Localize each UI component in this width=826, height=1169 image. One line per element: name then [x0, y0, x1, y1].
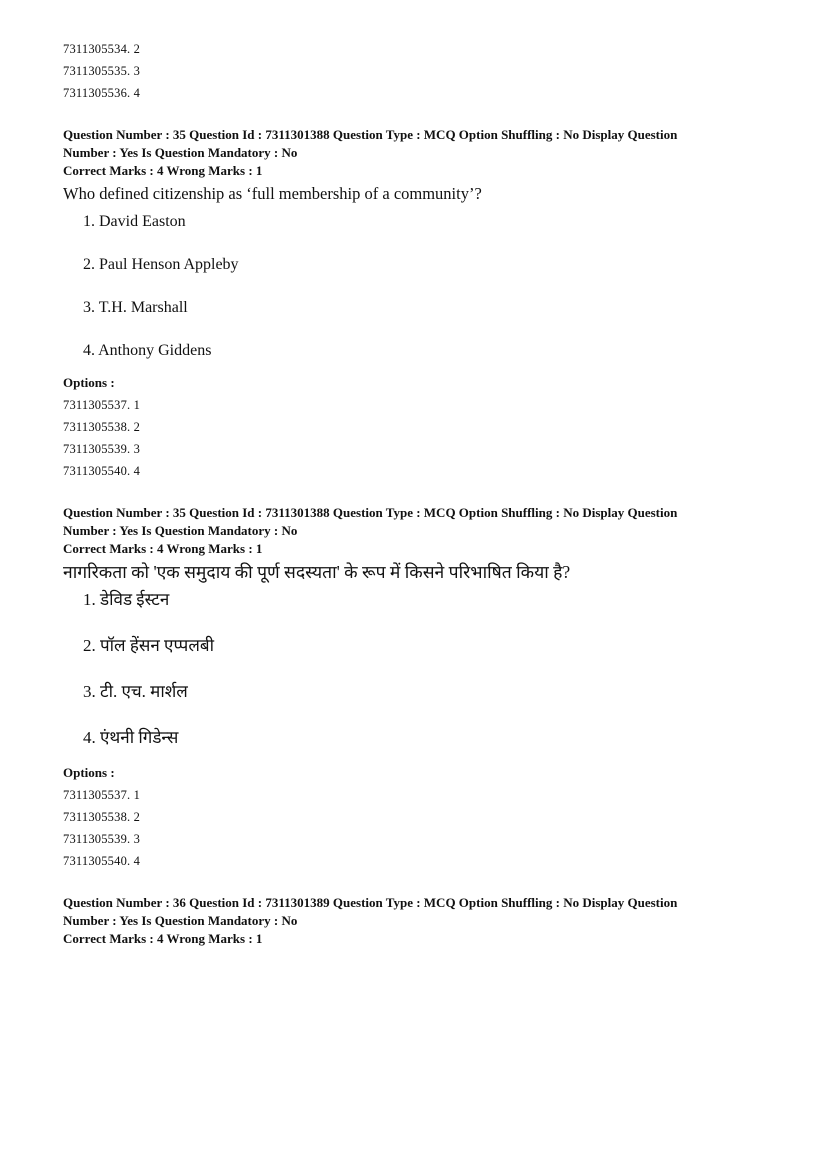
question-meta-line: Question Number : 36 Question Id : 7311301389 Question Type : MCQ Option Shuffling : No Display Question	[63, 895, 678, 910]
answer-choice: 2. पॉल हेंसन एप्पलबी	[83, 636, 214, 655]
answer-choices	[83, 590, 768, 774]
option-line: 7311305539. 3	[63, 442, 141, 456]
question-block-36	[63, 894, 768, 948]
question-marks-line: Correct Marks : 4 Wrong Marks : 1	[63, 163, 263, 178]
option-line: 7311305540. 4	[63, 464, 141, 478]
option-line: 7311305537. 1	[63, 788, 141, 802]
option-line: 7311305539. 3	[63, 832, 141, 846]
options-label: Options :	[63, 765, 115, 780]
question-meta-line: Number : Yes Is Question Mandatory : No	[63, 145, 298, 160]
options-list	[63, 394, 768, 482]
question-marks-line: Correct Marks : 4 Wrong Marks : 1	[63, 541, 263, 556]
answer-choice: 4. Anthony Giddens	[83, 342, 212, 359]
question-block-35-hi	[63, 504, 768, 872]
option-line: 7311305537. 1	[63, 398, 141, 412]
question-meta-line: Number : Yes Is Question Mandatory : No	[63, 913, 298, 928]
question-text: नागरिकता को 'एक समुदाय की पूर्ण सदस्यता' के रूप में किसने परिभाषित किया है?	[63, 562, 571, 582]
question-meta-line: Question Number : 35 Question Id : 7311301388 Question Type : MCQ Option Shuffling : No Display Question	[63, 127, 678, 142]
prev-options-list	[63, 38, 768, 104]
answer-choice: 3. T.H. Marshall	[83, 299, 188, 316]
document-page	[63, 38, 768, 948]
option-line: 7311305540. 4	[63, 854, 141, 868]
answer-choice: 1. डेविड ईस्टन	[83, 590, 170, 609]
question-marks-line: Correct Marks : 4 Wrong Marks : 1	[63, 931, 263, 946]
option-line: 7311305538. 2	[63, 420, 141, 434]
answer-choices	[83, 212, 768, 384]
question-block-35-en	[63, 126, 768, 482]
answer-choice: 4. एंथनी गिडेन्स	[83, 728, 179, 747]
option-line: 7311305535. 3	[63, 64, 141, 78]
option-line: 7311305538. 2	[63, 810, 141, 824]
option-line: 7311305536. 4	[63, 86, 141, 100]
answer-choice: 2. Paul Henson Appleby	[83, 256, 239, 273]
question-meta-line: Number : Yes Is Question Mandatory : No	[63, 523, 298, 538]
answer-choice: 3. टी. एच. मार्शल	[83, 682, 188, 701]
options-label: Options :	[63, 375, 115, 390]
options-list	[63, 784, 768, 872]
question-text: Who defined citizenship as ‘full membership of a community’?	[63, 184, 482, 203]
question-meta-line: Question Number : 35 Question Id : 7311301388 Question Type : MCQ Option Shuffling : No Display Question	[63, 505, 678, 520]
answer-choice: 1. David Easton	[83, 213, 186, 230]
option-line: 7311305534. 2	[63, 42, 141, 56]
